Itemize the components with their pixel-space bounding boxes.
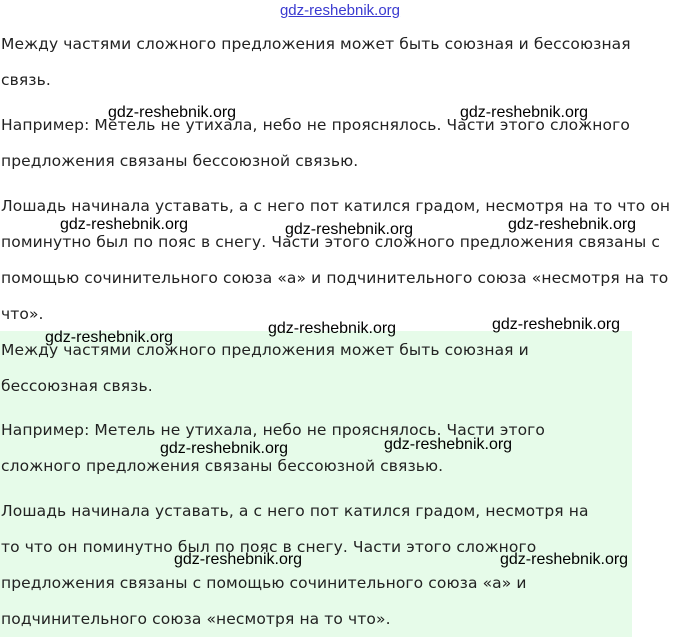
highlighted-paragraph-2: Например: Метель не утихала, небо не прояснялось. Части этого сложного предложения связаны бессоюзной связью. (1, 421, 545, 475)
watermark: gdz-reshebnik.org (384, 436, 513, 453)
site-header-link[interactable]: gdz-reshebnik.org (279, 2, 401, 19)
watermark: gdz-reshebnik.org (45, 329, 174, 346)
watermark: gdz-reshebnik.org (285, 221, 414, 238)
highlighted-answer-panel (0, 331, 632, 637)
watermark: gdz-reshebnik.org (492, 316, 621, 333)
watermark: gdz-reshebnik.org (268, 320, 397, 337)
answer-paragraph-3: Лошадь начинала уставать, а с него пот катился градом, несмотря на то что он поминутно был по пояс в снегу. Части этого сложного предложения связаны с помощью сочинительного союза «а» и подчинительного союза «несмотря на то что». (1, 197, 671, 323)
watermark: gdz-reshebnik.org (500, 551, 629, 568)
watermark: gdz-reshebnik.org (174, 551, 303, 568)
highlighted-paragraph-1: Между частями сложного предложения может быть союзная и бессоюзная связь. (1, 341, 529, 395)
highlighted-paragraph-3: Лошадь начинала уставать, а с него пот катился градом, несмотря на то что он поминутно был по пояс в снегу. Части этого сложного предложения связаны с помощью сочинительного союза «а» и подчинительного союза «несмотря на то что». (1, 502, 589, 628)
answer-paragraph-2: Например: Метель не утихала, небо не прояснялось. Части этого сложного предложения связаны бессоюзной связью. (1, 116, 630, 170)
watermark: gdz-reshebnik.org (108, 104, 237, 121)
watermark: gdz-reshebnik.org (60, 216, 189, 233)
watermark: gdz-reshebnik.org (508, 216, 637, 233)
watermark: gdz-reshebnik.org (160, 440, 289, 457)
watermark: gdz-reshebnik.org (460, 104, 589, 121)
answer-paragraph-1: Между частями сложного предложения может быть союзная и бессоюзная связь. (1, 35, 631, 89)
